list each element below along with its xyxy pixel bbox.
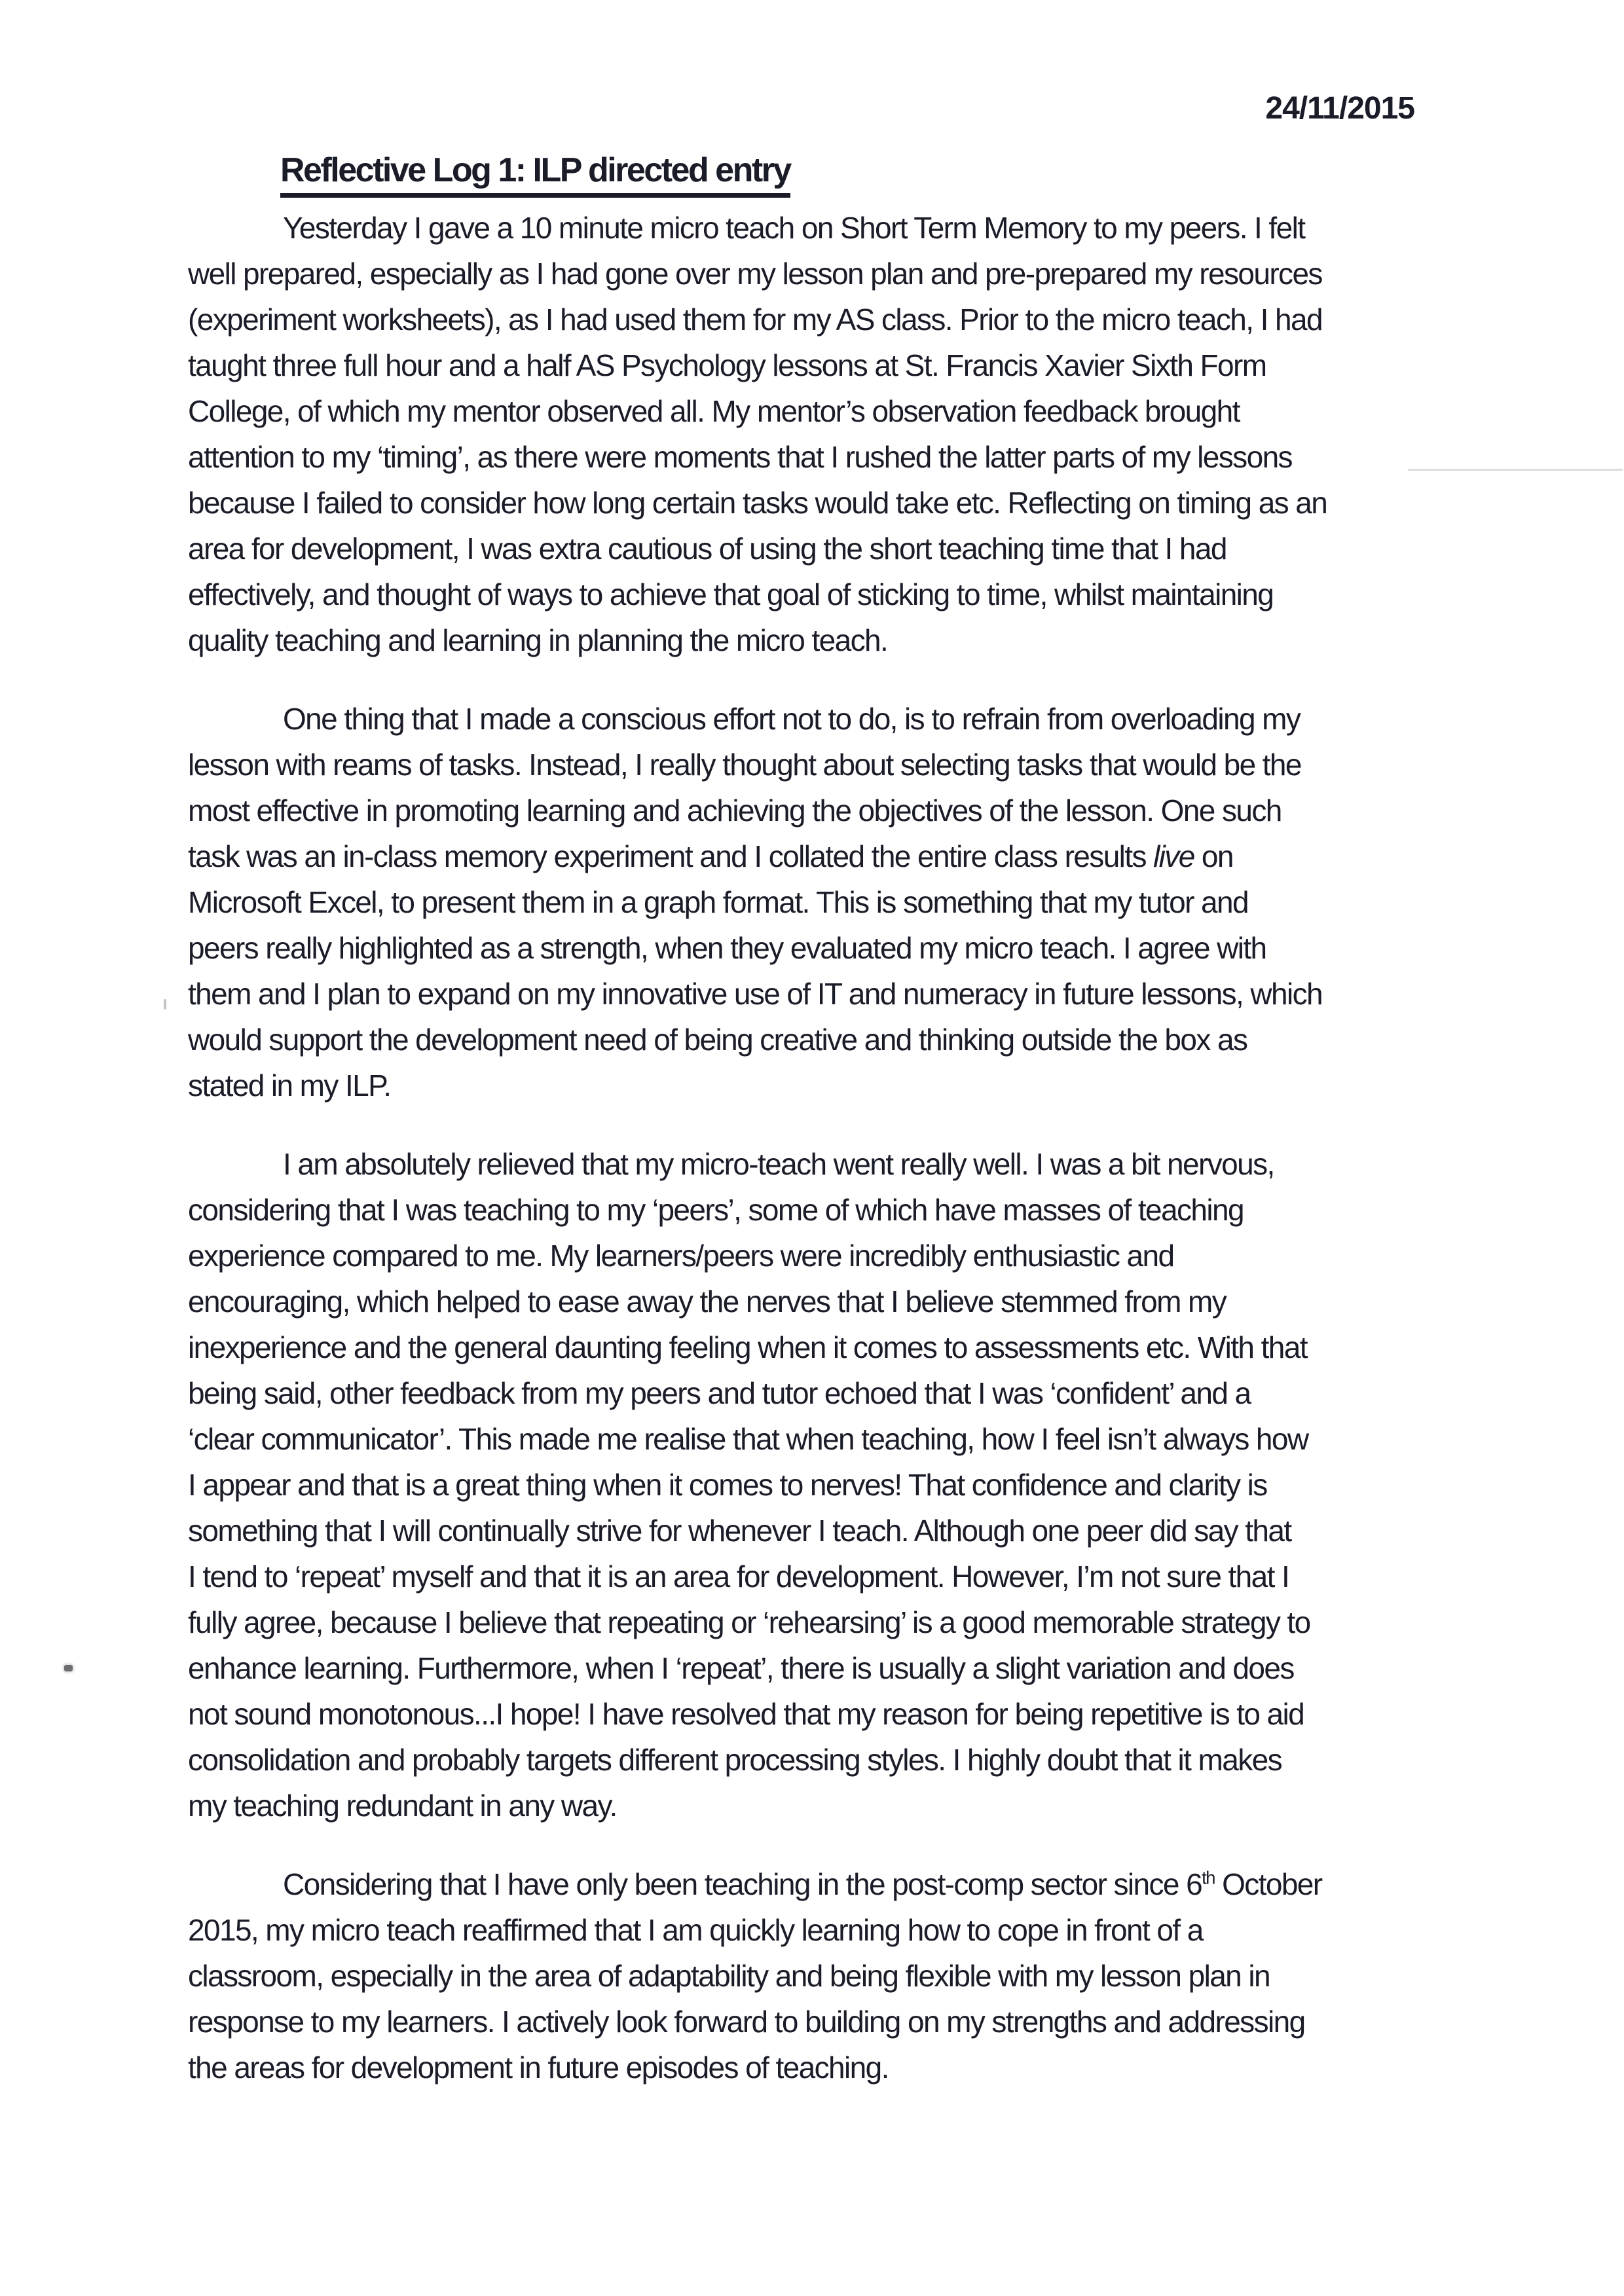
scan-tick-artifact: [164, 999, 166, 1010]
paragraph-3: I am absolutely relieved that my micro-teach went really well. I was a bit nervous, considering that I was teaching to my ‘peers’, some of which have masses of teaching experience compared to me. My learners/peers were incredibly enthusiastic and encouraging, which helped to ease away the nerves that I believe stemmed from my inexperience and the general daunting feeling when it comes to assessments etc. With that being said, other feedback from my peers and tutor echoed that I was ‘confident’ and a ‘clear communicator’. This made me realise that when teaching, how I feel isn’t always how I appear and that is a great thing when it comes to nerves! That confidence and clarity is something that I will continually strive for whenever I teach. Although one peer did say that I tend to ‘repeat’ myself and that it is an area for development. However, I’m not sure that I fully agree, because I believe that repeating or ‘rehearsing’ is a good memorable strategy to enhance learning. Furthermore, when I ‘repeat’, there is usually a slight variation and does not sound monotonous...I hope! I have resolved that my reason for being repetitive is to aid consolidation and probably targets different processing styles. I highly doubt that it makes my teaching redundant in any way.: [188, 1147, 1310, 1823]
page-title: [280, 151, 790, 198]
scan-line-artifact: [1408, 469, 1623, 471]
paragraph-2: One thing that I made a conscious effort not to do, is to refrain from overloading my lesson with reams of tasks. Instead, I really thought about selecting tasks that would be the most effective in promoting learning and achieving the objectives of the lesson. One such task was an in-class memory experiment and I collated the entire class results live on Microsoft Excel, to present them in a graph format. This is something that my tutor and peers really highlighted as a strength, when they evaluated my micro teach. I agree with them and I plan to expand on my innovative use of IT and numeracy in future lessons, which would support the development need of being creative and thinking outside the box as stated in my ILP.: [188, 702, 1323, 1102]
scan-speck-artifact: [64, 1665, 73, 1671]
paragraph-4: Considering that I have only been teaching in the post-comp sector since 6th October 2015, my micro teach reaffirmed that I am quickly learning how to cope in front of a classroom, especially in the area of adaptability and being flexible with my lesson plan in response to my learners. I actively look forward to building on my strengths and addressing the areas for development in future episodes of teaching.: [188, 1867, 1322, 2085]
paragraph-1: Yesterday I gave a 10 minute micro teach on Short Term Memory to my peers. I felt well prepared, especially as I had gone over my lesson plan and pre-prepared my resources (experiment worksheets), as I had used them for my AS class. Prior to the micro teach, I had taught three full hour and a half AS Psychology lessons at St. Francis Xavier Sixth Form College, of which my mentor observed all. My mentor’s observation feedback brought attention to my ‘timing’, as there were moments that I rushed the latter parts of my lessons because I failed to consider how long certain tasks would take etc. Reflecting on timing as an area for development, I was extra cautious of using the short teaching time that I had effectively, and thought of ways to achieve that goal of sticking to time, whilst maintaining quality teaching and learning in planning the micro teach.: [188, 211, 1327, 657]
page-title-text: Reflective Log 1: ILP directed entry: [280, 151, 790, 198]
document-body: [188, 205, 1443, 2123]
document-date: 24/11/2015: [1265, 91, 1414, 126]
